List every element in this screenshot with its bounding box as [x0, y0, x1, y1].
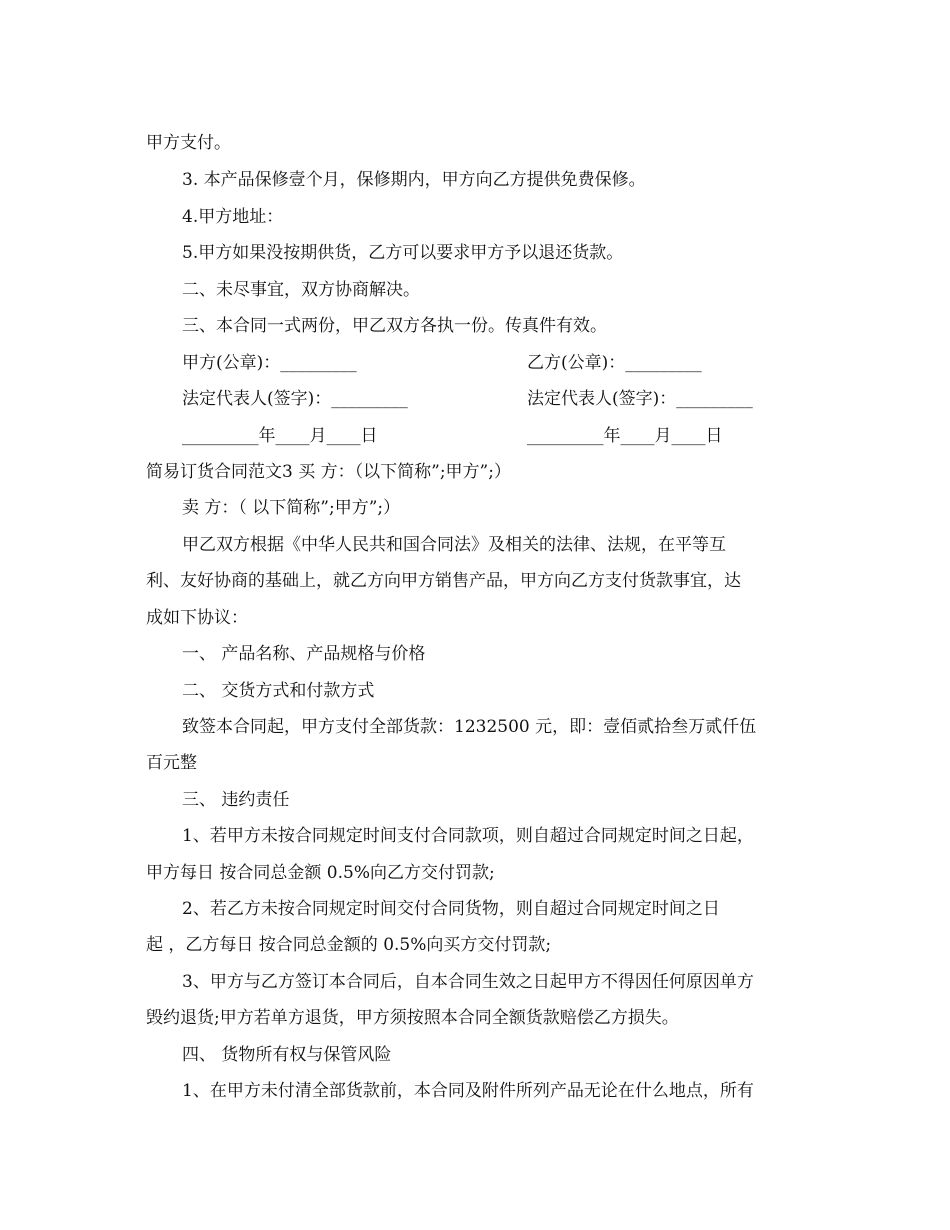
text-line: 二、未尽事宜，双方协商解决。	[182, 280, 420, 300]
party-a-date-line: _________年____月____日	[182, 426, 378, 446]
text-line: 致签本合同起，甲方支付全部货款：1232500 元，即：壹佰贰拾叁万贰仟伍	[182, 717, 757, 737]
text-line: 甲乙双方根据《中华人民共和国合同法》及相关的法律、法规，在平等互	[182, 535, 726, 555]
text-line: 甲方支付。	[146, 133, 231, 153]
text-line: 甲方每日 按合同总金额 0.5%向乙方交付罚款;	[146, 863, 495, 883]
text-line: 毁约退货;甲方若单方退货，甲方须按照本合同全额货款赔偿乙方损失。	[146, 1008, 679, 1028]
text-line: 利、友好协商的基础上，就乙方向甲方销售产品，甲方向乙方支付货款事宜，达	[146, 571, 741, 591]
text-line: 3、甲方与乙方签订本合同后，自本合同生效之日起甲方不得因任何原因单方	[182, 972, 754, 992]
section-heading: 四、 货物所有权与保管风险	[182, 1045, 392, 1065]
text-line: 4.甲方地址：	[182, 207, 284, 227]
text-line: 1、若甲方未按合同规定时间支付合同款项，则自超过合同规定时间之日起，	[182, 826, 754, 846]
section-heading: 一、 产品名称、产品规格与价格	[182, 644, 426, 664]
text-line: 卖 方：（ 以下简称”;甲方”;）	[182, 498, 401, 518]
party-a-rep-line: 法定代表人(签字)：_________	[182, 389, 408, 409]
text-line: 2、若乙方未按合同规定时间交付合同货物，则自超过合同规定时间之日	[182, 899, 720, 919]
text-line: 1、在甲方未付清全部货款前，本合同及附件所列产品无论在什么地点，所有	[182, 1081, 754, 1101]
section-heading: 二、 交货方式和付款方式	[182, 681, 375, 701]
party-a-seal-line: 甲方(公章)：_________	[182, 353, 357, 373]
contract-title-line: 简易订货合同范文3 买 方：（以下简称”;甲方”;）	[146, 462, 511, 482]
text-line: 5.甲方如果没按期供货，乙方可以要求甲方予以退还货款。	[182, 243, 624, 263]
text-line: 起 ，乙方每日 按合同总金额的 0.5%向买方交付罚款;	[146, 935, 552, 955]
party-b-date-line: _________年____月____日	[527, 426, 723, 446]
text-line: 三、本合同一式两份，甲乙双方各执一份。传真件有效。	[182, 316, 607, 336]
text-line: 成如下协议：	[146, 608, 248, 628]
text-line: 3. 本产品保修壹个月，保修期内，甲方向乙方提供免费保修。	[182, 170, 646, 190]
party-b-rep-line: 法定代表人(签字)：_________	[527, 389, 753, 409]
section-heading: 三、 违约责任	[182, 790, 290, 810]
text-line: 百元整	[146, 753, 197, 773]
party-b-seal-line: 乙方(公章)：_________	[527, 353, 702, 373]
